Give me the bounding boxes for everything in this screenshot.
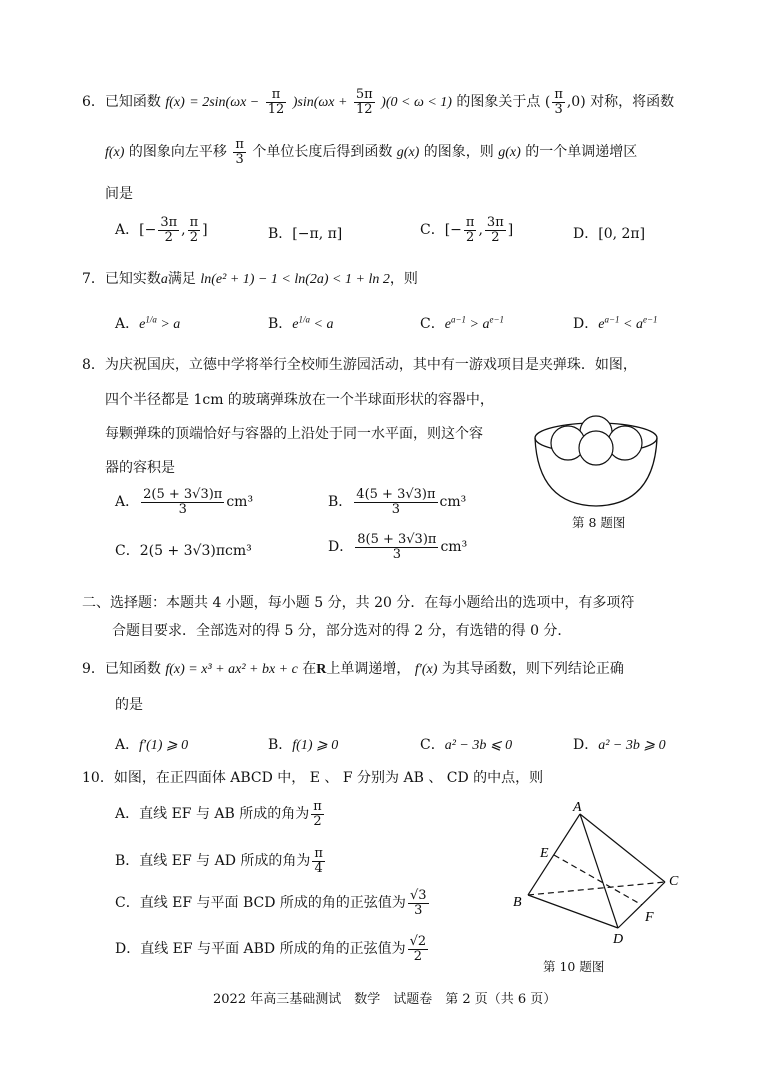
q6-func-mid: )sin(ωx + bbox=[292, 95, 348, 111]
q6-l2c: 个单位长度后得到函数 bbox=[252, 144, 393, 161]
option-label: C． bbox=[420, 737, 445, 753]
q6-point-close: ,0) 对称，将函数 bbox=[566, 94, 675, 111]
option-text: 直线 EF 与 AB 所成的角为 bbox=[139, 806, 310, 823]
q6-frac-pi-3: $\frac{\pi}{3}$ bbox=[554, 87, 563, 117]
option-sup: 1/a bbox=[145, 314, 157, 325]
option-base: e bbox=[598, 317, 605, 332]
q6-l2a: f(x) bbox=[105, 145, 125, 161]
q9-suffix: 为其导函数，则下列结论正确 bbox=[441, 661, 624, 677]
option-sup: a−1 bbox=[450, 314, 467, 325]
q6-option-b bbox=[268, 223, 342, 243]
option-label: A． bbox=[115, 737, 140, 753]
label-E: E bbox=[540, 846, 549, 861]
q7-suffix: ，则 bbox=[389, 271, 418, 287]
q6-l2e: 的图象，则 bbox=[423, 144, 494, 161]
section2-line2: 合题目要求．全部选对的得 5 分，部分选对的得 2 分，有选错的得 0 分． bbox=[112, 623, 572, 639]
option-label: B． bbox=[328, 494, 353, 511]
q9-deriv: f′(x) bbox=[414, 662, 438, 677]
q7-option-d bbox=[573, 313, 658, 333]
q10-option-a bbox=[115, 800, 326, 828]
q9-expr: f(x) = x³ + ax² + bx + c bbox=[165, 662, 298, 677]
option-base: e bbox=[292, 317, 299, 332]
option-label: B． bbox=[268, 737, 293, 753]
q8-bowl-figure bbox=[530, 410, 662, 510]
q10-option-b bbox=[115, 847, 327, 875]
option-label: A． bbox=[115, 806, 140, 823]
option-sup: 1/a bbox=[298, 314, 311, 325]
q7-option-b bbox=[268, 313, 333, 333]
q6-l2d: g(x) bbox=[396, 145, 420, 161]
option-label: D． bbox=[328, 539, 354, 556]
option-rest: < a bbox=[619, 317, 643, 332]
option-label: C． bbox=[420, 222, 445, 239]
q10-option-d bbox=[115, 935, 430, 963]
option-label: A． bbox=[115, 316, 140, 332]
q8-option-a bbox=[115, 488, 253, 516]
option-label: B． bbox=[115, 853, 140, 870]
option-text: [− bbox=[444, 222, 462, 239]
q8-line3: 每颗弹珠的顶端恰好与容器的上沿处于同一水平面，则这个容 bbox=[105, 426, 483, 442]
q6-l2b: 的图象向左平移 bbox=[128, 144, 227, 161]
label-D: D bbox=[613, 932, 624, 947]
q9-mid2: 上单调递增， bbox=[326, 661, 411, 677]
q9-R: R bbox=[316, 662, 327, 677]
option-label: D． bbox=[573, 737, 599, 753]
option-text: [− bbox=[139, 222, 157, 239]
option-frac: $\frac{\pi}{2}$ bbox=[189, 215, 199, 245]
option-sup2: e−1 bbox=[642, 314, 658, 325]
q10-option-c bbox=[115, 889, 431, 917]
label-F: F bbox=[645, 910, 654, 925]
option-text: , bbox=[478, 222, 483, 239]
q8-caption: 第 8 题图 bbox=[572, 515, 626, 530]
q7-prefix: 7．已知实数 bbox=[82, 271, 161, 287]
option-base: e bbox=[444, 317, 451, 332]
option-text: a² − 3b ⩽ 0 bbox=[444, 738, 513, 753]
option-frac: $\frac{√2}{2}$ bbox=[409, 934, 427, 964]
q6-option-d bbox=[573, 223, 645, 243]
edge-AC bbox=[580, 814, 665, 882]
edge-BD bbox=[528, 895, 618, 928]
marble bbox=[608, 426, 642, 460]
option-frac: $\frac{\pi}{4}$ bbox=[314, 846, 323, 876]
q6-point-open: ( bbox=[544, 94, 551, 111]
option-text: [0, 2π] bbox=[598, 226, 646, 242]
option-text: [−π, π] bbox=[292, 226, 343, 242]
option-label: C． bbox=[420, 316, 445, 332]
q6-prefix: 6．已知函数 bbox=[82, 94, 161, 111]
q6-cond: )(0 < ω < 1) bbox=[381, 95, 452, 111]
q8-line4: 器的容积是 bbox=[105, 460, 175, 476]
option-frac: $\frac{√3}{3}$ bbox=[409, 888, 427, 918]
option-rest: < a bbox=[310, 317, 334, 332]
option-text: 直线 EF 与 AD 所成的角为 bbox=[139, 853, 311, 870]
option-frac: $\frac{\pi}{2}$ bbox=[313, 799, 322, 829]
q7-option-c bbox=[420, 313, 504, 333]
q7-stem bbox=[82, 268, 418, 288]
q10-stem: 10．如图，在正四面体 ABCD 中， E 、 F 分别为 AB 、 CD 的中点，则 bbox=[82, 770, 544, 786]
q7-mid: 满足 bbox=[167, 271, 196, 287]
label-A: A bbox=[573, 800, 582, 815]
page-footer: 2022 年高三基础测试 数学 试题卷 第 2 页（共 6 页） bbox=[213, 992, 557, 1007]
option-frac: $\frac{3\pi}{2}$ bbox=[486, 215, 504, 245]
q6-line2 bbox=[105, 138, 637, 166]
option-label: A． bbox=[115, 222, 140, 239]
q6-option-c bbox=[420, 216, 513, 244]
label-B: B bbox=[513, 895, 522, 910]
q8-line2: 四个半径都是 1cm 的玻璃弹珠放在一个半球面形状的容器中， bbox=[105, 392, 494, 408]
segment-EF-hidden bbox=[554, 855, 642, 905]
option-text: a² − 3b ⩾ 0 bbox=[598, 738, 666, 753]
q9-option-a bbox=[115, 734, 188, 754]
q6-frac-pi-12: $\frac{\pi}{12}$ bbox=[267, 87, 285, 117]
q6-func-eq: = 2sin(ωx − bbox=[189, 95, 260, 111]
option-frac: $\frac{2(5 + 3√3)\pi}{3}$ bbox=[143, 487, 223, 517]
option-text: ] bbox=[202, 222, 208, 239]
q7-expr: ln(e² + 1) − 1 < ln(2a) < 1 + ln 2 bbox=[200, 272, 390, 287]
option-text: , bbox=[181, 222, 186, 239]
marble bbox=[579, 431, 613, 465]
option-rest: > a bbox=[466, 317, 490, 332]
option-label: A． bbox=[115, 494, 140, 511]
option-frac: $\frac{4(5 + 3√3)\pi}{3}$ bbox=[356, 487, 436, 517]
q7-option-a bbox=[115, 313, 180, 333]
option-label: B． bbox=[268, 316, 293, 332]
q6-func: f(x) bbox=[165, 95, 185, 111]
q9-mid: 在 bbox=[302, 661, 317, 677]
option-text: 直线 EF 与平面 BCD 所成的角的正弦值为 bbox=[139, 895, 406, 912]
option-unit: cm³ bbox=[439, 494, 467, 511]
q9-prefix: 9．已知函数 bbox=[82, 661, 161, 677]
option-rest: > a bbox=[156, 317, 181, 332]
q6-l2g: 的一个单调递增区 bbox=[525, 144, 638, 161]
q6-frac-5pi-12: $\frac{5\pi}{12}$ bbox=[355, 87, 373, 117]
option-text: 直线 EF 与平面 ABD 所成的角的正弦值为 bbox=[140, 941, 406, 958]
q8-line1: 8．为庆祝国庆，立德中学将举行全校师生游园活动，其中有一游戏项目是夹弹珠．如图， bbox=[82, 357, 637, 373]
q8-option-d bbox=[328, 533, 467, 561]
q10-tetrahedron-figure bbox=[505, 800, 695, 950]
option-base: e bbox=[139, 317, 146, 332]
q8-option-b bbox=[328, 488, 466, 516]
option-text: f′(1) ⩾ 0 bbox=[139, 738, 189, 753]
option-frac: $\frac{3\pi}{2}$ bbox=[160, 215, 178, 245]
q6-option-a bbox=[115, 216, 208, 244]
q6-suffix: 的图象关于点 bbox=[456, 94, 541, 111]
label-C: C bbox=[669, 874, 679, 889]
q7-var: a bbox=[160, 272, 168, 287]
q9-option-b bbox=[268, 734, 338, 754]
edge-BC-hidden bbox=[528, 882, 665, 895]
option-frac: $\frac{\pi}{2}$ bbox=[465, 215, 475, 245]
q9-option-c bbox=[420, 734, 512, 754]
q6-line3: 间是 bbox=[105, 186, 133, 202]
option-unit: cm³ bbox=[440, 539, 468, 556]
option-sup: a−1 bbox=[604, 314, 620, 325]
option-label: C． bbox=[115, 543, 140, 559]
option-label: D． bbox=[573, 226, 599, 242]
q8-option-c bbox=[115, 540, 252, 560]
q10-caption: 第 10 题图 bbox=[543, 959, 605, 974]
option-label: D． bbox=[573, 316, 599, 332]
q6-l2f: g(x) bbox=[498, 145, 521, 161]
option-unit: cm³ bbox=[226, 494, 254, 511]
option-text: f(1) ⩾ 0 bbox=[292, 738, 339, 753]
option-label: D． bbox=[115, 941, 141, 958]
option-label: C． bbox=[115, 895, 140, 912]
option-text: 2(5 + 3√3)πcm³ bbox=[139, 543, 252, 559]
q6-line1 bbox=[82, 88, 674, 116]
option-sup2: e−1 bbox=[489, 314, 505, 325]
option-label: B． bbox=[268, 226, 293, 242]
section2-line1: 二、选择题：本题共 4 小题，每小题 5 分，共 20 分．在每小题给出的选项中，有多项符 bbox=[82, 595, 635, 611]
edge-AD bbox=[580, 814, 618, 928]
q9-line2: 的是 bbox=[115, 697, 143, 713]
q9-stem bbox=[82, 658, 624, 678]
option-text: ] bbox=[507, 222, 514, 239]
option-frac: $\frac{8(5 + 3√3)\pi}{3}$ bbox=[357, 532, 437, 562]
edge-AB bbox=[528, 814, 580, 895]
q9-option-d bbox=[573, 734, 666, 754]
q6-frac-shift: $\frac{\pi}{3}$ bbox=[235, 137, 244, 167]
